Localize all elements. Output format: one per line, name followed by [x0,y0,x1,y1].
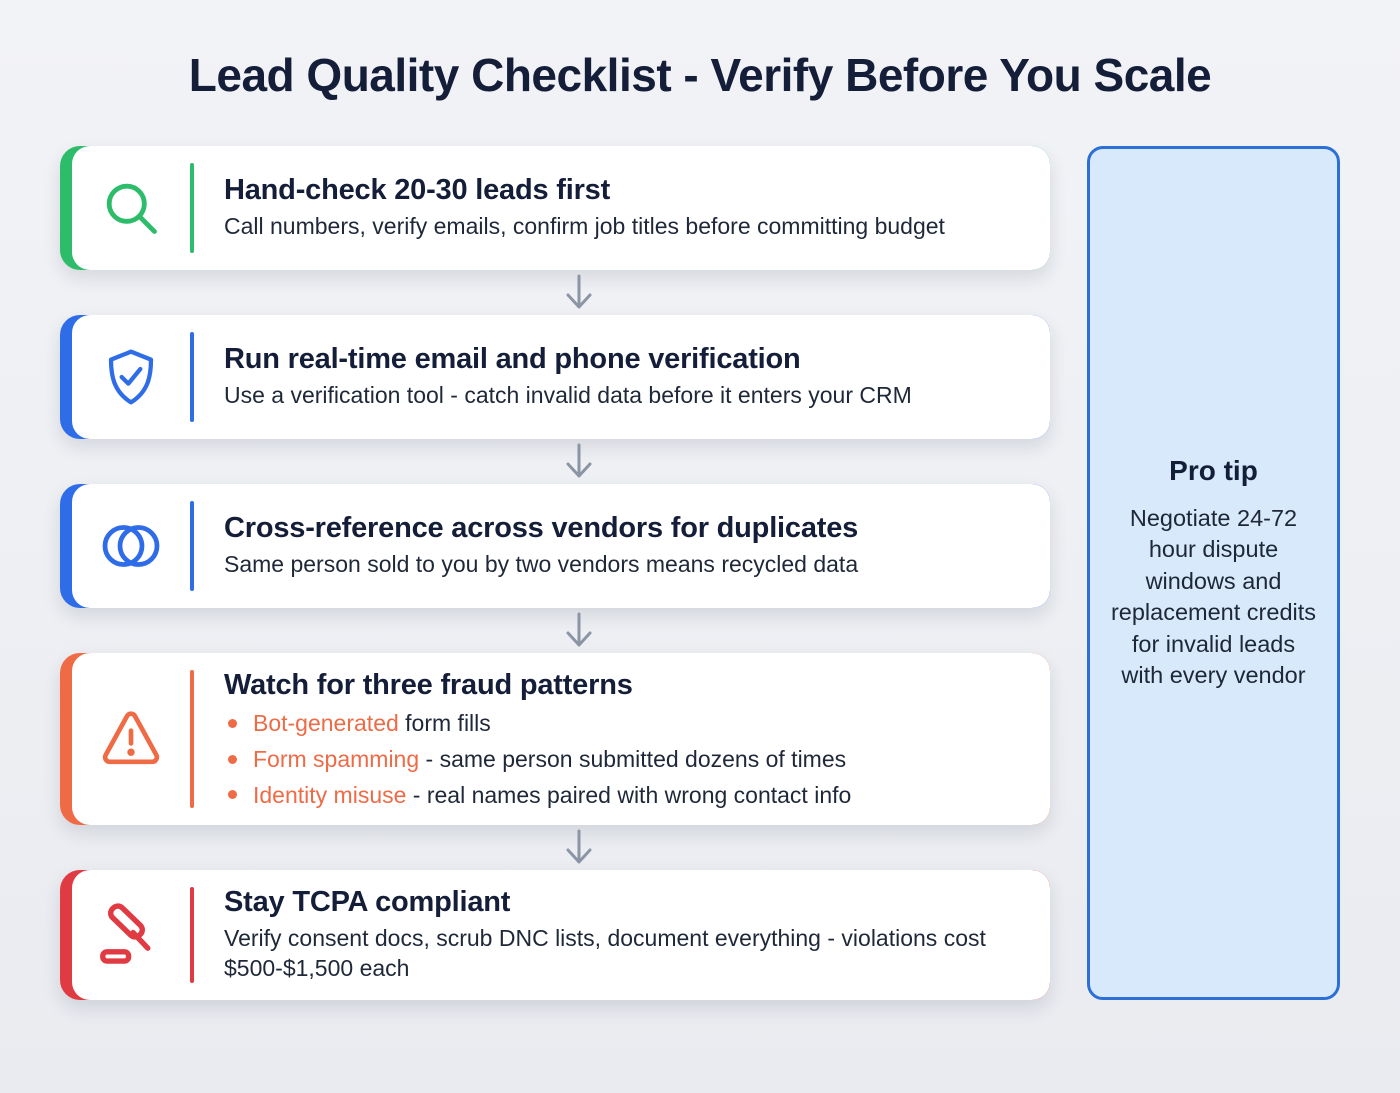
step-description: Verify consent docs, scrub DNC lists, document everything - violations cost $500-$1,500 each [224,925,986,982]
bullet-highlight: Form spamming [253,745,420,772]
accent-divider [190,670,194,808]
flow-arrow-row [60,439,1050,484]
step-card-tcpa [60,870,1050,1000]
protip-body: Negotiate 24-72 hour dispute windows and replacement credits for invalid leads with every vendor [1110,504,1317,688]
shield-check-icon [99,345,163,409]
step-icon-column [72,653,190,825]
accent-divider [190,332,194,422]
down-arrow-icon [560,273,598,313]
accent-divider [190,501,194,591]
step-card-body [72,315,1050,439]
bullet-rest: form fills [398,710,491,736]
list-item [224,781,1034,810]
step-heading: Hand-check 20-30 leads first [224,174,611,207]
lead-quality-infographic [0,48,1400,1093]
fraud-pattern-list [224,709,1034,809]
checklist-steps [60,146,1050,1000]
bullet-rest: - same person submitted dozens of times [419,745,847,772]
step-card-body [72,870,1050,1000]
step-description: Same person sold to you by two vendors means recycled data [224,551,859,578]
bullet-dot [228,719,237,728]
step-icon-column [72,146,190,270]
bullet-text [253,781,851,810]
main-content [0,146,1400,1000]
down-arrow-icon [560,611,598,651]
list-item [224,745,1034,774]
overlapping-circles-icon [93,516,169,576]
step-icon-column [72,484,190,608]
step-heading: Stay TCPA compliant [224,886,511,919]
bullet-highlight: Identity misuse [253,781,407,808]
step-card-body [72,653,1050,825]
step-icon-column [72,870,190,1000]
step-text [224,870,1050,1000]
step-text [224,484,1050,608]
step-card-body [72,146,1050,270]
warning-triangle-icon [98,706,164,772]
accent-divider [190,163,194,253]
step-text [224,653,1050,825]
flow-arrow-row [60,825,1050,870]
step-card-cross-reference [60,484,1050,608]
step-heading: Run real-time email and phone verification [224,343,801,376]
step-heading: Watch for three fraud patterns [224,669,633,701]
protip-panel [1087,146,1340,1000]
step-text [224,315,1050,439]
page-title: Lead Quality Checklist - Verify Before You Scale [188,49,1212,101]
down-arrow-icon [560,442,598,482]
step-description: Use a verification tool - catch invalid data before it enters your CRM [224,382,912,409]
bullet-text [253,745,846,774]
step-card-body [72,484,1050,608]
flow-arrow-row [60,270,1050,315]
down-arrow-icon [560,828,598,868]
flow-arrow-row [60,608,1050,653]
step-card-hand-check [60,146,1050,270]
bullet-dot [228,755,237,764]
search-icon [97,174,165,242]
bullet-dot [228,790,237,799]
step-card-fraud-patterns [60,653,1050,825]
bullet-text [253,709,491,738]
step-icon-column [72,315,190,439]
list-item [224,709,1034,738]
bullet-highlight: Bot-generated [253,710,399,736]
accent-divider [190,887,194,983]
gavel-icon [95,899,167,971]
protip-heading: Pro tip [1169,454,1258,486]
step-description: Call numbers, verify emails, confirm job titles before committing budget [224,213,945,240]
bullet-rest: - real names paired with wrong contact info [406,781,852,808]
step-text [224,146,1050,270]
step-heading: Cross-reference across vendors for duplicates [224,512,859,545]
step-card-verification [60,315,1050,439]
